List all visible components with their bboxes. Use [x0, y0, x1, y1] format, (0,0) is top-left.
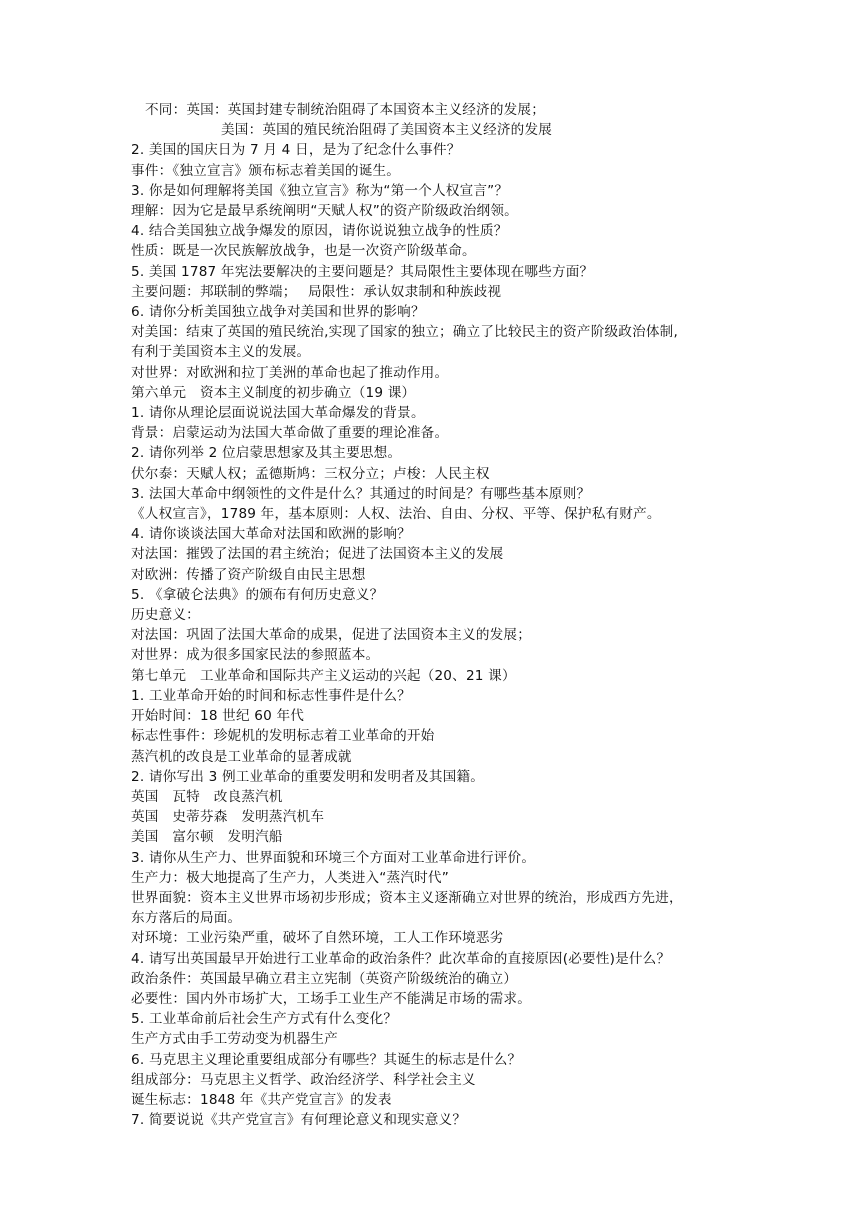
text-line: 对欧洲：传播了资产阶级自由民主思想: [131, 566, 366, 583]
text-line: 对法国：巩固了法国大革命的成果，促进了法国资本主义的发展；: [131, 627, 532, 644]
text-line: 1. 工业革命开始的时间和标志性事件是什么？: [131, 687, 411, 704]
text-line: 开始时间：18 世纪 60 年代: [131, 708, 305, 725]
text-line: 必要性：国内外市场扩大，工场手工业生产不能满足市场的需求。: [131, 990, 532, 1007]
text-line: 伏尔泰：天赋人权；孟德斯鸠：三权分立；卢梭：人民主权: [131, 465, 490, 482]
text-line: 3. 请你从生产力、世界面貌和环境三个方面对工业革命进行评价。: [131, 849, 536, 866]
text-line: 5. 美国 1787 年宪法要解决的主要问题是？其局限性主要体现在哪些方面？: [131, 263, 594, 280]
text-line: 生产力：极大地提高了生产力，人类进入“蒸汽时代”: [131, 869, 449, 886]
text-line: 性质：既是一次民族解放战争，也是一次资产阶级革命。: [131, 243, 476, 260]
text-line: 2. 请你写出 3 例工业革命的重要发明和发明者及其国籍。: [131, 768, 485, 785]
text-line: 4. 请写出英国最早开始进行工业革命的政治条件？此次革命的直接原因(必要性)是什么？: [131, 950, 671, 967]
text-line: 对美国：结束了英国的殖民统治,实现了国家的独立；确立了比较民主的资产阶级政治体制,: [131, 324, 678, 341]
text-line: 2. 请你列举 2 位启蒙思想家及其主要思想。: [131, 445, 402, 462]
text-line: 《人权宣言》，1789 年，基本原则：人权、法治、自由、分权、平等、保护私有财产。: [131, 506, 661, 523]
text-line: 6. 请你分析美国独立战争对美国和世界的影响？: [131, 304, 425, 321]
text-line: 对法国：摧毁了法国的君主统治；促进了法国资本主义的发展: [131, 546, 504, 563]
text-line: 3. 你是如何理解将美国《独立宣言》称为“第一个人权宣言”？: [131, 182, 509, 199]
text-line: 生产方式由手工劳动变为机器生产: [131, 1031, 338, 1048]
text-line: 事件：《独立宣言》颁布标志着美国的诞生。: [131, 162, 401, 179]
text-line: 4. 请你谈谈法国大革命对法国和欧洲的影响？: [131, 526, 411, 543]
text-line: 不同：英国：英国封建专制统治阻碍了本国资本主义经济的发展；: [145, 102, 546, 118]
text-line: 标志性事件：珍妮机的发明标志着工业革命的开始: [131, 728, 435, 745]
text-line: 对世界：对欧洲和拉丁美洲的革命也起了推动作用。: [131, 364, 449, 381]
text-line: 7. 简要说说《共产党宣言》有何理论意义和现实意义？: [131, 1112, 467, 1129]
text-line: 东方落后的局面。: [131, 910, 242, 927]
text-line: 第六单元 资本主义制度的初步确立（19 课）: [131, 384, 416, 401]
text-line: 美国：英国的殖民统治阻碍了美国资本主义经济的发展: [221, 122, 553, 139]
text-line: 5. 工业革命前后社会生产方式有什么变化？: [131, 1011, 398, 1028]
text-line: 诞生标志：1848 年《共产党宣言》的发表: [131, 1091, 392, 1108]
text-line: 有利于美国资本主义的发展。: [131, 344, 311, 361]
text-line: 英国 史蒂芬森 发明蒸汽机车: [131, 809, 325, 826]
text-line: 1. 请你从理论层面说说法国大革命爆发的背景。: [131, 405, 425, 422]
text-line: 理解：因为它是最早系统阐明“天赋人权”的资产阶级政治纲领。: [131, 203, 518, 220]
text-line: 背景：启蒙运动为法国大革命做了重要的理论准备。: [131, 425, 449, 442]
text-line: 4. 结合美国独立战争爆发的原因，请你说说独立战争的性质？: [131, 223, 508, 240]
text-line: 世界面貌：资本主义世界市场初步形成；资本主义逐渐确立对世界的统治，形成西方先进，: [131, 889, 683, 906]
text-line: 历史意义：: [131, 607, 200, 624]
text-line: 对世界：成为很多国家民法的参照蓝本。: [131, 647, 380, 664]
text-line: 美国 富尔顿 发明汽船: [131, 829, 283, 846]
text-line: 5. 《拿破仑法典》的颁布有何历史意义？: [131, 586, 384, 603]
text-line: 英国 瓦特 改良蒸汽机: [131, 788, 283, 805]
text-line: 蒸汽机的改良是工业革命的显著成就: [131, 748, 352, 765]
text-line: 组成部分：马克思主义哲学、政治经济学、科学社会主义: [131, 1071, 476, 1088]
text-line: 6. 马克思主义理论重要组成部分有哪些？其诞生的标志是什么？: [131, 1051, 522, 1068]
text-line: 政治条件：英国最早确立君主立宪制（英资产阶级统治的确立）: [131, 970, 518, 987]
text-line: 2. 美国的国庆日为 7 月 4 日，是为了纪念什么事件？: [131, 142, 461, 159]
text-line: 3. 法国大革命中纲领性的文件是什么？其通过的时间是？有哪些基本原则？: [131, 485, 591, 502]
document-body: [131, 100, 731, 1130]
text-line: 主要问题：邦联制的弊端； 局限性：承认奴隶制和种族歧视: [131, 283, 502, 300]
text-line: 第七单元 工业革命和国际共产主义运动的兴起（20、21 课）: [131, 667, 516, 684]
text-line: 对环境：工业污染严重，破坏了自然环境，工人工作环境恶劣: [131, 930, 504, 947]
